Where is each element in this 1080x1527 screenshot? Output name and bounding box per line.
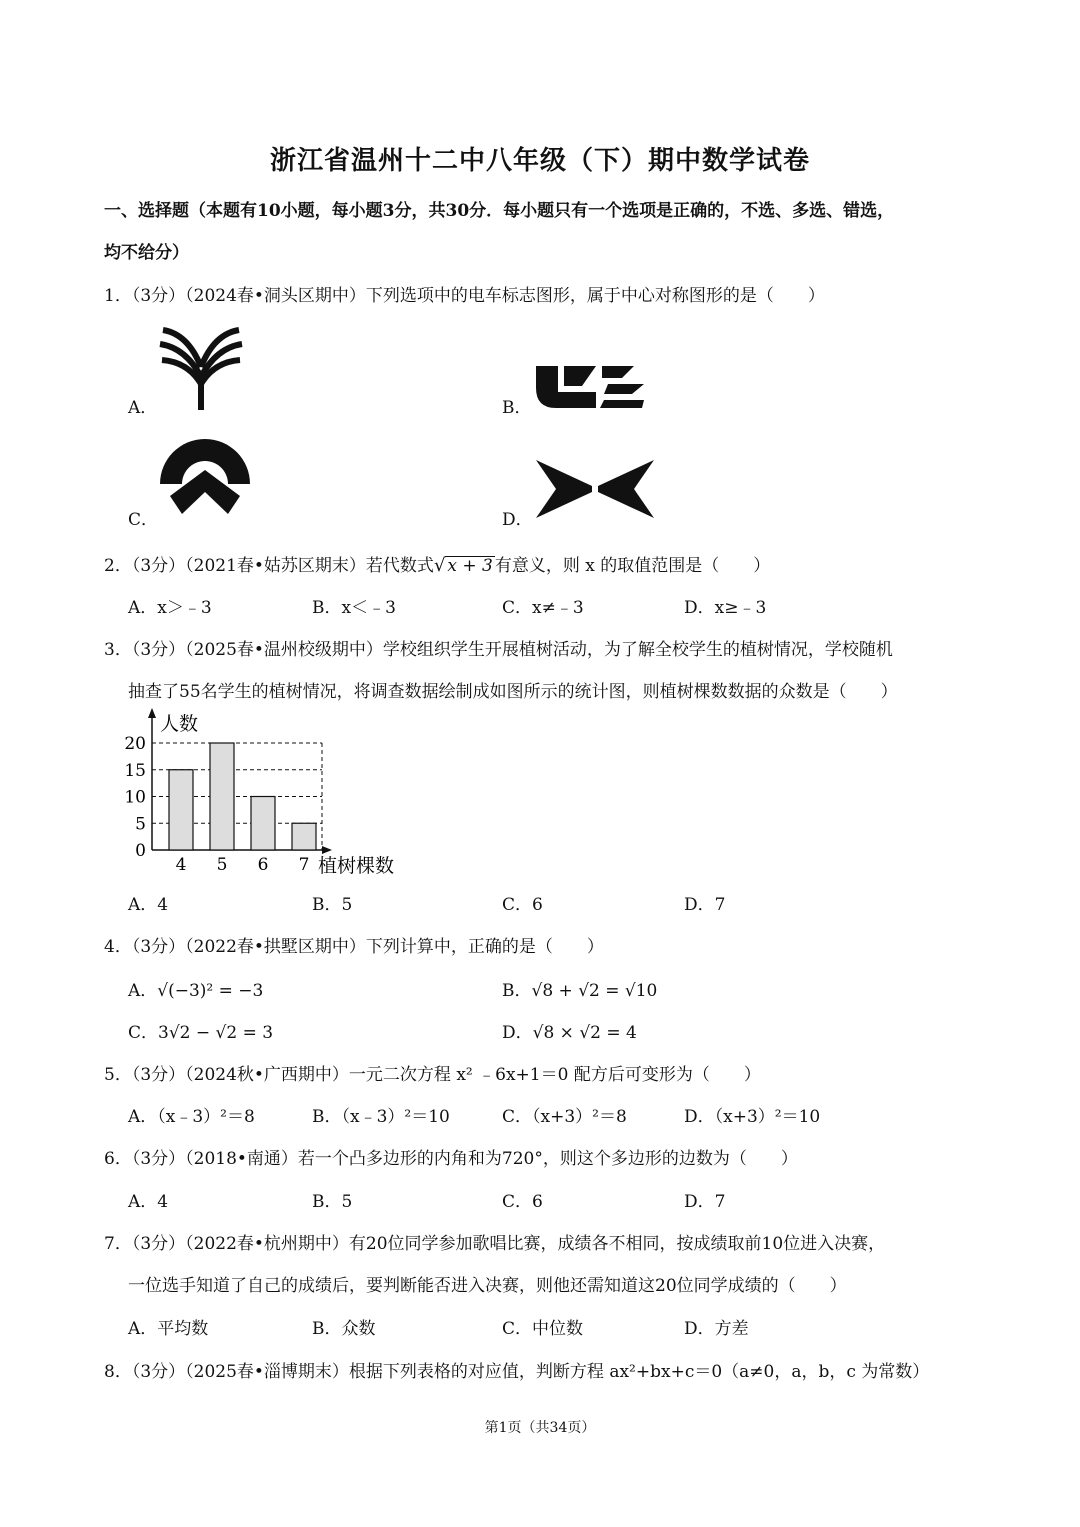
- logo-c-figure: [158, 436, 252, 522]
- q2-option-d: D．x≥﹣3: [684, 598, 767, 618]
- bar: [251, 797, 275, 851]
- y-axis-arrow: [148, 708, 156, 718]
- x-tick-label: 6: [257, 855, 269, 875]
- q2-option-a: A．x＞﹣3: [128, 598, 212, 618]
- q4-option-a: A．√(−3)² = −3: [128, 981, 264, 1001]
- x-tick-label: 7: [298, 855, 310, 875]
- y-tick-label: 0: [135, 841, 146, 861]
- q2-prefix: 2．（3分）（2021春•姑苏区期末）若代数式: [104, 556, 434, 576]
- q1-option-d: D．: [502, 510, 533, 530]
- section-heading-line2: 均不给分）: [104, 243, 189, 263]
- q5-option-b: B．（x﹣3）²＝10: [312, 1107, 450, 1127]
- q7-option-d: D．方差: [684, 1319, 749, 1339]
- bar: [210, 743, 234, 850]
- q3-option-d: D．7: [684, 895, 726, 915]
- q6-text: 6．（3分）（2018•南通）若一个凸多边形的内角和为720°，则这个多边形的边数为（ ）: [104, 1149, 798, 1169]
- q4-option-b: B．√8 + √2 = √10: [502, 981, 658, 1001]
- y-tick-label: 15: [124, 760, 146, 781]
- q2-suffix: 有意义，则 x 的取值范围是（ ）: [494, 556, 771, 576]
- x-tick-label: 4: [175, 855, 187, 875]
- q3-option-c: C．6: [502, 895, 543, 915]
- bar: [169, 770, 193, 850]
- y-tick-label: 20: [124, 734, 146, 754]
- q6-option-c: C．6: [502, 1192, 543, 1212]
- q6-option-d: D．7: [684, 1192, 726, 1212]
- q1-option-a: A．: [128, 398, 158, 418]
- q5-option-c: C．（x+3）²＝8: [502, 1107, 627, 1127]
- q6-option-a: A．4: [128, 1192, 169, 1212]
- q5-option-a: A．（x﹣3）²＝8: [128, 1107, 255, 1127]
- y-tick-label: 10: [124, 787, 146, 808]
- q4-option-c: C．3√2 − √2 = 3: [128, 1023, 274, 1043]
- q3-text-line2: 抽查了55名学生的植树情况，将调查数据绘制成如图所示的统计图，则植树棵数数据的众数是（ ）: [128, 682, 898, 702]
- logo-d-figure: [534, 458, 656, 520]
- q7-text-line1: 7．（3分）（2022春•杭州期中）有20位同学参加歌唱比赛，成绩各不相同，按成绩取前10位进入决赛，: [104, 1234, 886, 1254]
- q8-text: 8．（3分）（2025春•淄博期末）根据下列表格的对应值，判断方程 ax²+bx+c＝0（a≠0，a，b，c 为常数）: [104, 1362, 930, 1382]
- page-footer: 第1页（共34页）: [484, 1420, 596, 1436]
- x-axis-label: 植树棵数: [318, 855, 395, 877]
- q1-option-c: C．: [128, 510, 159, 530]
- q7-option-a: A．平均数: [128, 1319, 209, 1339]
- q7-option-b: B．众数: [312, 1319, 376, 1339]
- q4-text: 4．（3分）（2022春•拱墅区期中）下列计算中，正确的是（ ）: [104, 937, 604, 957]
- logo-a-figure: [158, 322, 244, 412]
- q5-option-d: D．（x+3）²＝10: [684, 1107, 821, 1127]
- q4-option-d: D．√8 × √2 = 4: [502, 1023, 637, 1043]
- y-tick-label: 5: [135, 814, 146, 835]
- q7-text-line2: 一位选手知道了自己的成绩后，要判断能否进入决赛，则他还需知道这20位同学成绩的（ ）: [128, 1276, 847, 1296]
- q1-option-b: B．: [502, 398, 532, 418]
- q5-text: 5．（3分）（2024秋•广西期中）一元二次方程 x² ﹣6x+1＝0 配方后可变形为（ ）: [104, 1065, 761, 1085]
- q2-option-b: B．x＜﹣3: [312, 598, 396, 618]
- q1-text: 1．（3分）（2024春•洞头区期中）下列选项中的电车标志图形，属于中心对称图形的是（ ）: [104, 286, 825, 306]
- q3-option-b: B．5: [312, 895, 353, 915]
- q3-text-line1: 3．（3分）（2025春•温州校级期中）学校组织学生开展植树活动，为了解全校学生的植树情况，学校随机: [104, 640, 893, 660]
- section-heading-line1: 一、选择题（本题有10小题，每小题3分，共30分．每小题只有一个选项是正确的，不选、多选、错选，: [104, 201, 895, 221]
- q3-option-a: A．4: [128, 895, 169, 915]
- bar: [292, 823, 316, 850]
- q7-option-c: C．中位数: [502, 1319, 584, 1339]
- x-tick-label: 5: [216, 855, 228, 875]
- q6-option-b: B．5: [312, 1192, 353, 1212]
- page-title: 浙江省温州十二中八年级（下）期中数学试卷: [269, 146, 810, 176]
- q2-radicand: x + 3: [447, 556, 493, 576]
- q2-text: 2．（3分）（2021春•姑苏区期末）若代数式√ x + 3 有意义，则 x 的取值范围是（ ）: [104, 555, 771, 576]
- bar-chart: [120, 706, 410, 882]
- q2-option-c: C．x≠﹣3: [502, 598, 584, 618]
- logo-b-figure: [534, 364, 646, 410]
- x-axis-arrow: [322, 846, 332, 854]
- y-axis-label: 人数: [160, 713, 199, 735]
